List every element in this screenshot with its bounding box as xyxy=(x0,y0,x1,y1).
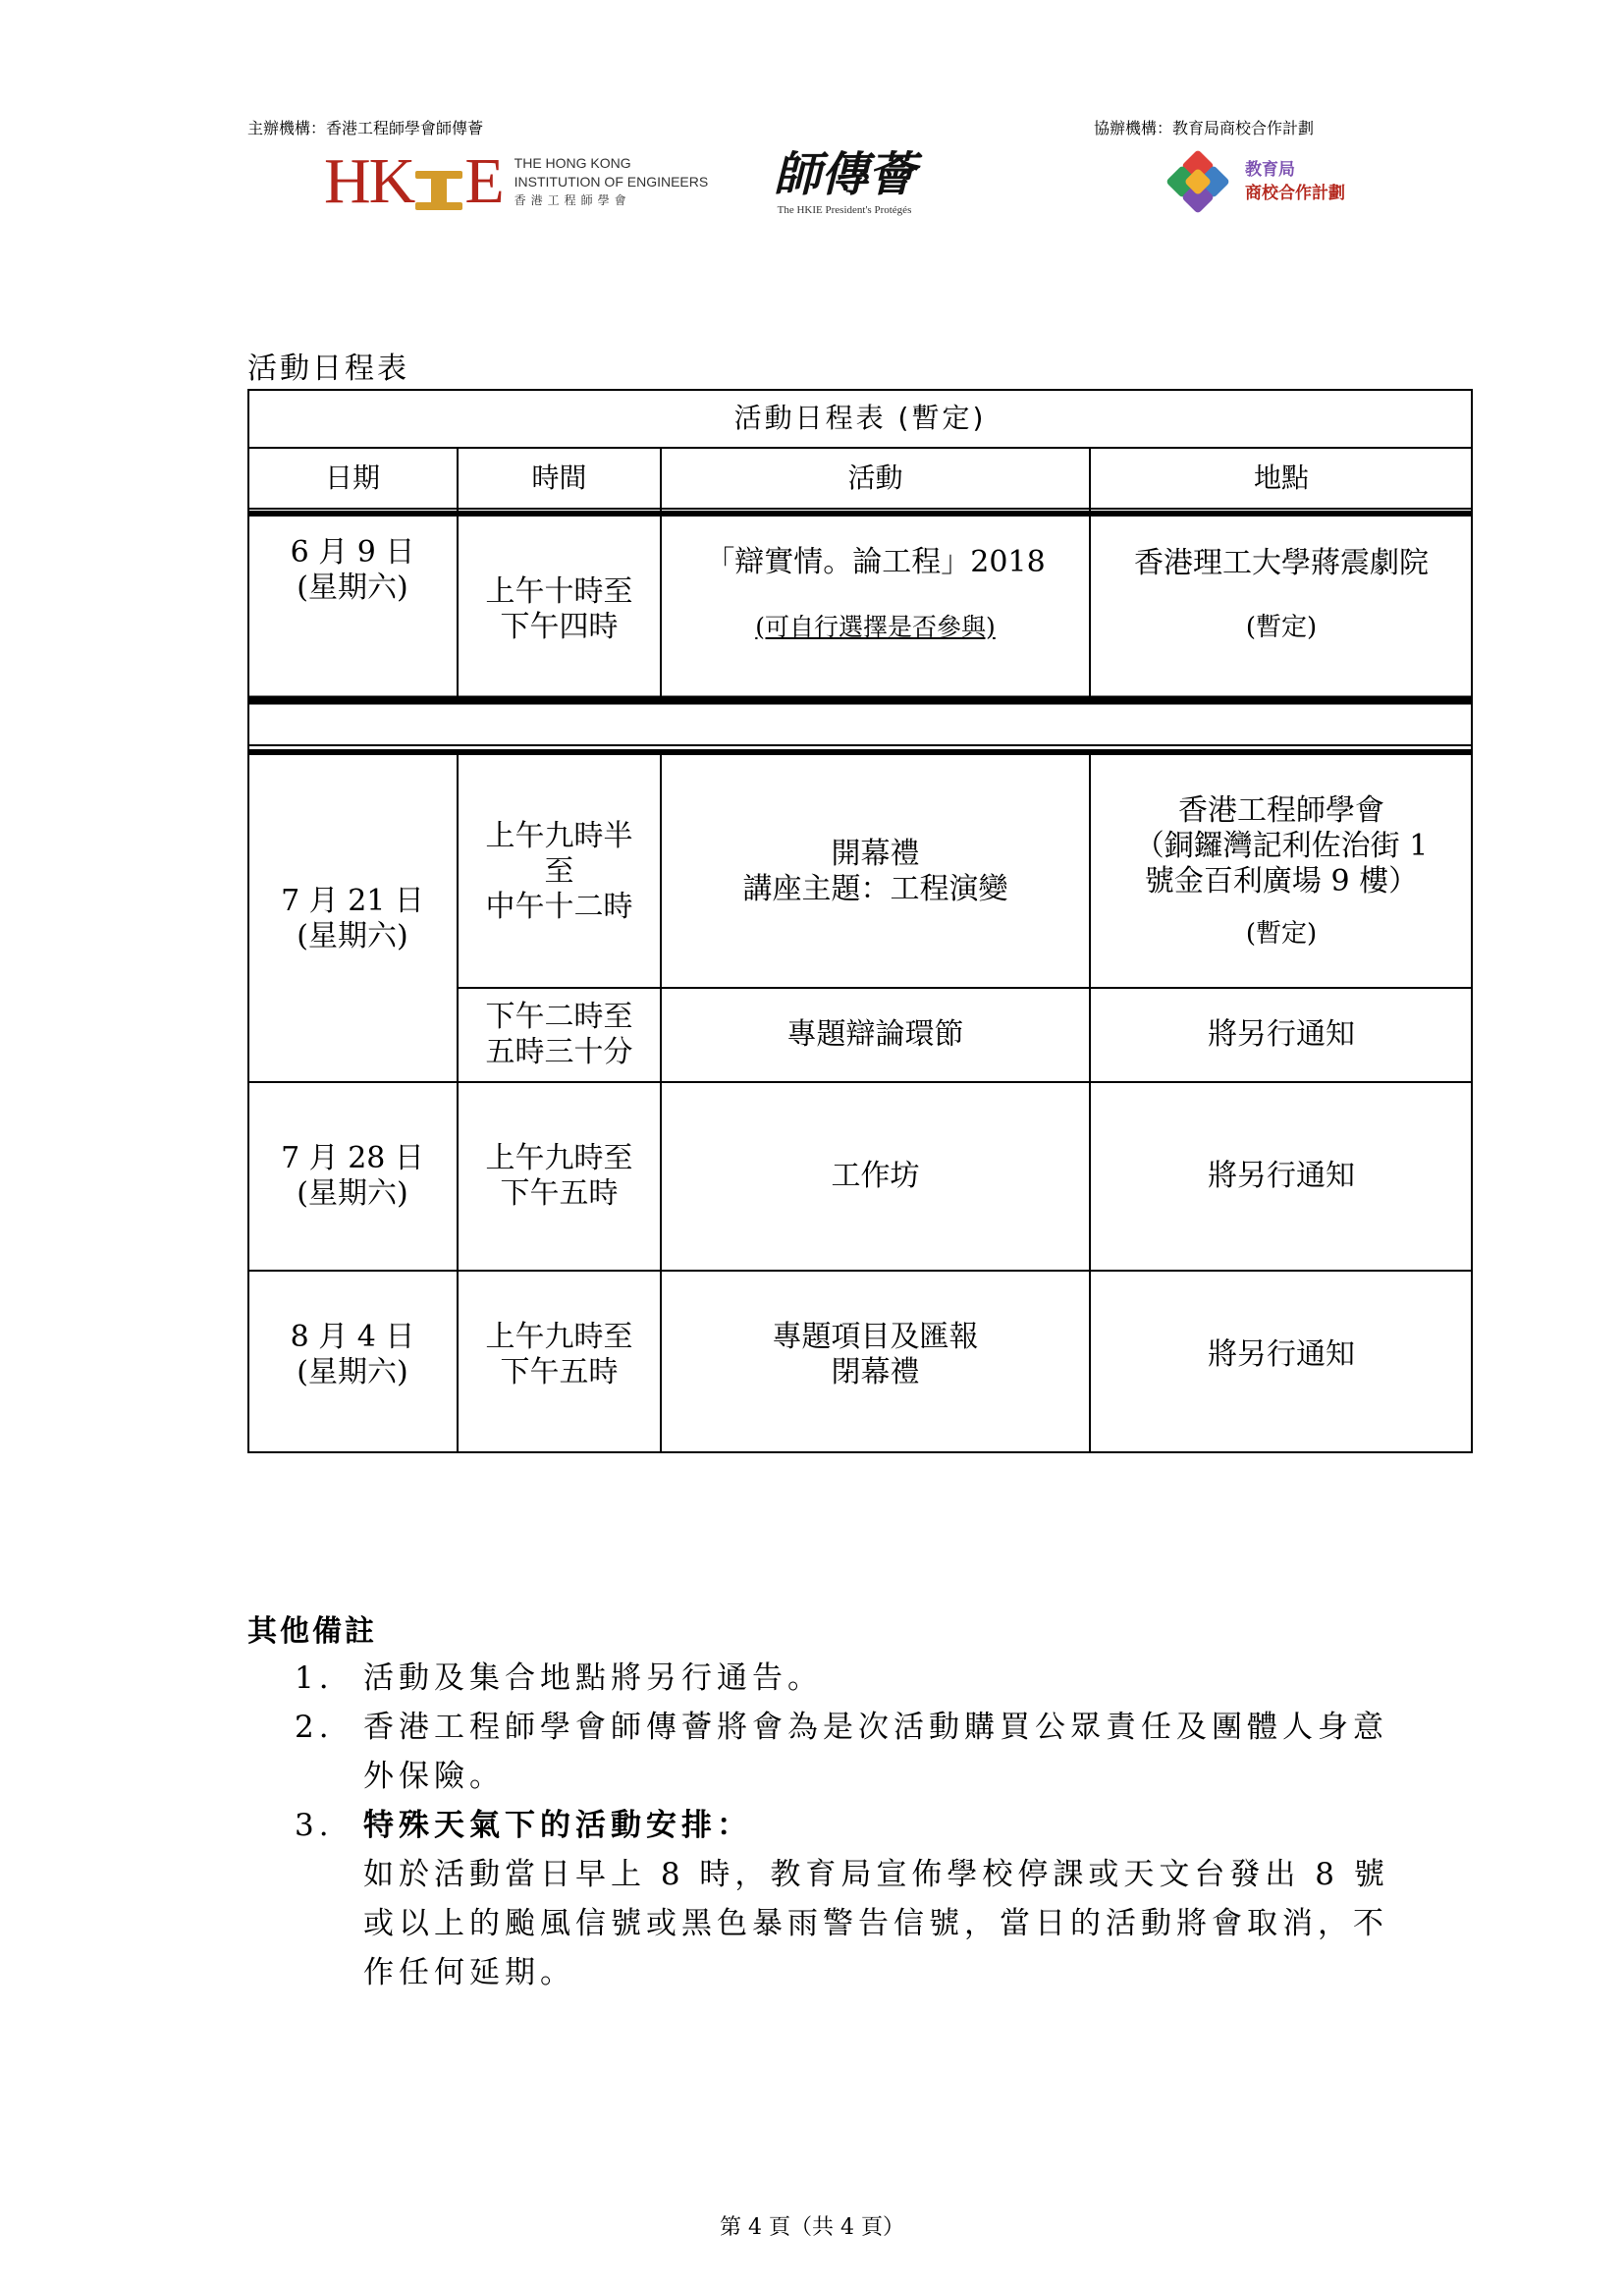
activity-note: (可自行選擇是否參與) xyxy=(755,612,996,641)
note-number: 1. xyxy=(295,1660,334,1696)
notes-title: 其他備註 xyxy=(247,1614,377,1649)
page-footer: 第 4 頁（共 4 頁） xyxy=(720,2215,904,2240)
note-number: 3. xyxy=(295,1808,334,1843)
venue-text: 將另行通知 xyxy=(1208,1017,1355,1052)
column-header-venue: 地點 xyxy=(1253,462,1309,494)
hkie-name-line1: THE HONG KONG xyxy=(514,154,631,171)
protege-logo xyxy=(766,147,923,216)
activity-text: 專題項目及匯報 xyxy=(772,1320,979,1354)
section-title: 活動日程表 xyxy=(247,352,409,386)
weekday-text: (星期六) xyxy=(297,1176,408,1211)
venue-text: 香港理工大學蔣震劇院 xyxy=(1134,546,1429,580)
hkie-mark-right: E xyxy=(464,145,503,217)
time-line: 上午九時半 xyxy=(485,818,633,853)
weekday-text: (星期六) xyxy=(297,571,408,605)
table-row-date xyxy=(247,1271,458,1453)
table-row-activity xyxy=(661,1271,1090,1453)
edb-puzzle-icon xyxy=(1168,152,1227,211)
table-row-activity xyxy=(661,755,1090,988)
protege-caption: The HKIE President's Protégés xyxy=(777,204,912,216)
venue-note: (暫定) xyxy=(1245,613,1318,642)
column-header-time: 時間 xyxy=(531,462,587,494)
hkie-wordmark xyxy=(324,145,503,217)
table-row-activity xyxy=(661,1082,1090,1271)
edb-line2: 商校合作計劃 xyxy=(1245,184,1345,203)
table-row-time xyxy=(458,1271,661,1453)
note-number: 2. xyxy=(295,1710,334,1745)
activity-text: 開幕禮 xyxy=(831,836,920,871)
activity-text: 工作坊 xyxy=(831,1159,920,1193)
note-item xyxy=(295,1654,1404,1703)
time-line: 下午二時至 xyxy=(485,1000,633,1034)
note-text: 活動及集合地點將另行通告。 xyxy=(363,1660,823,1696)
date-text: 8 月 4 日 xyxy=(290,1320,415,1354)
table-row-activity xyxy=(661,988,1090,1082)
note-text: 香港工程師學會師傳薈將會為是次活動購買公眾責任及團體人身意外保險。 xyxy=(363,1710,1388,1794)
note-text: 如於活動當日早上 8 時，教育局宣佈學校停課或天文台發出 8 號或以上的颱風信號或黑色暴雨警告信號，當日的活動將會取消，不作任何延期。 xyxy=(363,1857,1389,1990)
time-line: 五時三十分 xyxy=(485,1035,633,1069)
column-header-date: 日期 xyxy=(324,462,380,494)
activity-text: 專題辯論環節 xyxy=(786,1017,964,1052)
hkie-name xyxy=(514,154,709,210)
time-line: 中午十二時 xyxy=(485,889,633,924)
table-row-time xyxy=(458,988,661,1082)
time-line: 上午十時至 xyxy=(485,574,633,609)
table-row-venue xyxy=(1090,517,1473,674)
date-text: 6 月 9 日 xyxy=(290,535,415,570)
table-row-date xyxy=(247,1082,458,1271)
venue-text: 將另行通知 xyxy=(1208,1159,1355,1193)
weekday-text: (星期六) xyxy=(297,918,408,953)
table-row-date xyxy=(247,755,458,1082)
activity-text: 「辯實情。論工程」2018 xyxy=(705,545,1046,580)
table-row-activity xyxy=(661,517,1090,674)
activity-text: 閉幕禮 xyxy=(831,1355,920,1389)
time-line: 下午五時 xyxy=(500,1355,619,1389)
hkie-name-zh: 香港工程師學會 xyxy=(514,192,631,207)
edb-line1: 教育局 xyxy=(1245,160,1295,180)
time-line: 上午九時至 xyxy=(485,1320,633,1354)
venue-text: 香港工程師學會 xyxy=(1178,792,1384,828)
edb-logo xyxy=(1168,152,1345,211)
time-line: 下午四時 xyxy=(500,610,619,644)
note-item xyxy=(295,1703,1404,1801)
date-text: 7 月 28 日 xyxy=(281,1141,424,1175)
venue-note: (暫定) xyxy=(1245,918,1318,949)
venue-text: （銅鑼灣記利佐治街 1 xyxy=(1134,828,1429,863)
venue-text: 將另行通知 xyxy=(1208,1337,1355,1372)
time-line: 上午九時至 xyxy=(485,1141,633,1175)
hkie-name-line2: INSTITUTION OF ENGINEERS xyxy=(514,173,709,190)
time-line: 至 xyxy=(544,853,574,889)
table-row-time xyxy=(458,1082,661,1271)
table-row-venue xyxy=(1090,988,1473,1082)
table-row-venue xyxy=(1090,1082,1473,1271)
hkie-mark-left: HK xyxy=(324,145,414,217)
table-caption: 活動日程表 (暫定) xyxy=(733,402,987,434)
coorganizer-text: 協辦機構：教育局商校合作計劃 xyxy=(1094,119,1315,137)
protege-calligraphy-icon: 師傳薈 xyxy=(773,147,915,202)
table-row-date xyxy=(247,517,458,625)
date-text: 7 月 21 日 xyxy=(281,883,424,918)
table-row-venue xyxy=(1090,755,1473,988)
note-heading: 特殊天氣下的活動安排： xyxy=(363,1808,752,1843)
activity-text: 講座主題：工程演變 xyxy=(742,871,1008,906)
schedule-table xyxy=(247,389,1473,1453)
venue-text: 號金百利廣場 9 樓） xyxy=(1144,863,1419,898)
weekday-text: (星期六) xyxy=(297,1355,408,1389)
table-row-time xyxy=(458,517,661,703)
time-line: 下午五時 xyxy=(500,1176,619,1211)
column-header-activity: 活動 xyxy=(847,462,903,494)
organizer-text: 主辦機構：香港工程師學會師傳薈 xyxy=(247,119,484,137)
hkie-gear-icon xyxy=(415,165,462,210)
table-row-venue xyxy=(1090,1271,1473,1453)
note-item xyxy=(295,1801,1404,1997)
table-row-time xyxy=(458,755,661,988)
hkie-logo xyxy=(324,145,709,217)
